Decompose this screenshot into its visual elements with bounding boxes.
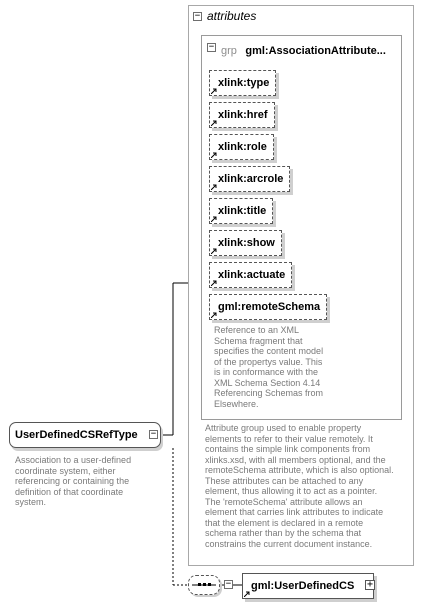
attribute-item-xlink-type[interactable] (209, 70, 276, 96)
attribute-label: xlink:title (218, 205, 267, 217)
group-collapse-icon[interactable]: − (208, 42, 215, 52)
user-defined-cs-element[interactable] (242, 573, 374, 599)
attribute-label: xlink:show (218, 237, 275, 249)
attribute-label: xlink:role (218, 141, 267, 153)
attribute-item-xlink-arcrole[interactable] (209, 166, 290, 192)
attribute-item-xlink-show[interactable] (209, 230, 282, 256)
attribute-label: xlink:href (218, 109, 268, 121)
attribute-label: xlink:actuate (218, 269, 286, 281)
attributes-title: attributes (207, 9, 257, 23)
attribute-item-xlink-actuate[interactable] (209, 262, 292, 288)
child-element-expand-icon[interactable]: + (366, 579, 374, 590)
attribute-link-arrow-icon (211, 120, 217, 126)
sequence-collapse-icon[interactable]: − (225, 579, 232, 589)
element-link-arrow-icon (244, 591, 250, 597)
attribute-item-xlink-title[interactable] (209, 198, 273, 224)
attribute-link-arrow-icon (211, 184, 217, 190)
attribute-link-arrow-icon (211, 280, 217, 286)
attribute-label: xlink:type (218, 77, 270, 89)
attribute-link-arrow-icon (211, 88, 217, 94)
attribute-group-documentation: Attribute group used to enable property elements to refer to their value remotely. It contains the simple link components from xlinks.xsd, with all members optional, and the remoteSchema attribute, which is also optional. These attributes can be attached to any element, thus allowing it to act as a pointer. The 'remoteSchema' attribute allows an element that carries link attributes to indicate that the element is declared in a remote schema rather than by the schema that constrains the current document instance. (205, 423, 394, 549)
main-element-name: UserDefinedCSRefType (15, 429, 138, 441)
attribute-item-xlink-role[interactable] (209, 134, 274, 160)
sequence-icon (191, 580, 217, 590)
child-element-name: gml:UserDefinedCS (251, 580, 355, 592)
attribute-link-arrow-icon (211, 216, 217, 222)
main-element-documentation: Association to a user-defined coordinate system, either referencing or containing the definition of that coordinate system. (15, 455, 132, 507)
attribute-label: gml:remoteSchema (218, 301, 321, 313)
attribute-group-header (221, 41, 386, 59)
attribute-link-arrow-icon (211, 312, 217, 318)
group-prefix: grp (221, 45, 237, 57)
main-element-collapse-icon[interactable]: − (150, 429, 157, 439)
remote-schema-documentation: Reference to an XML Schema fragment that specifies the content model of the propertys value. This is in conformance with the XML Schema Section 4.14 Referencing Schemas from Elsewhere. (214, 325, 324, 409)
attribute-item-xlink-href[interactable] (209, 102, 275, 128)
attribute-link-arrow-icon (211, 152, 217, 158)
group-name: gml:AssociationAttribute... (245, 45, 386, 57)
attributes-collapse-icon[interactable]: − (194, 11, 201, 21)
attribute-label: xlink:arcrole (218, 173, 284, 185)
attribute-item-gml-remoteschema[interactable] (209, 294, 327, 320)
attribute-link-arrow-icon (211, 248, 217, 254)
main-element-box[interactable] (9, 422, 161, 448)
